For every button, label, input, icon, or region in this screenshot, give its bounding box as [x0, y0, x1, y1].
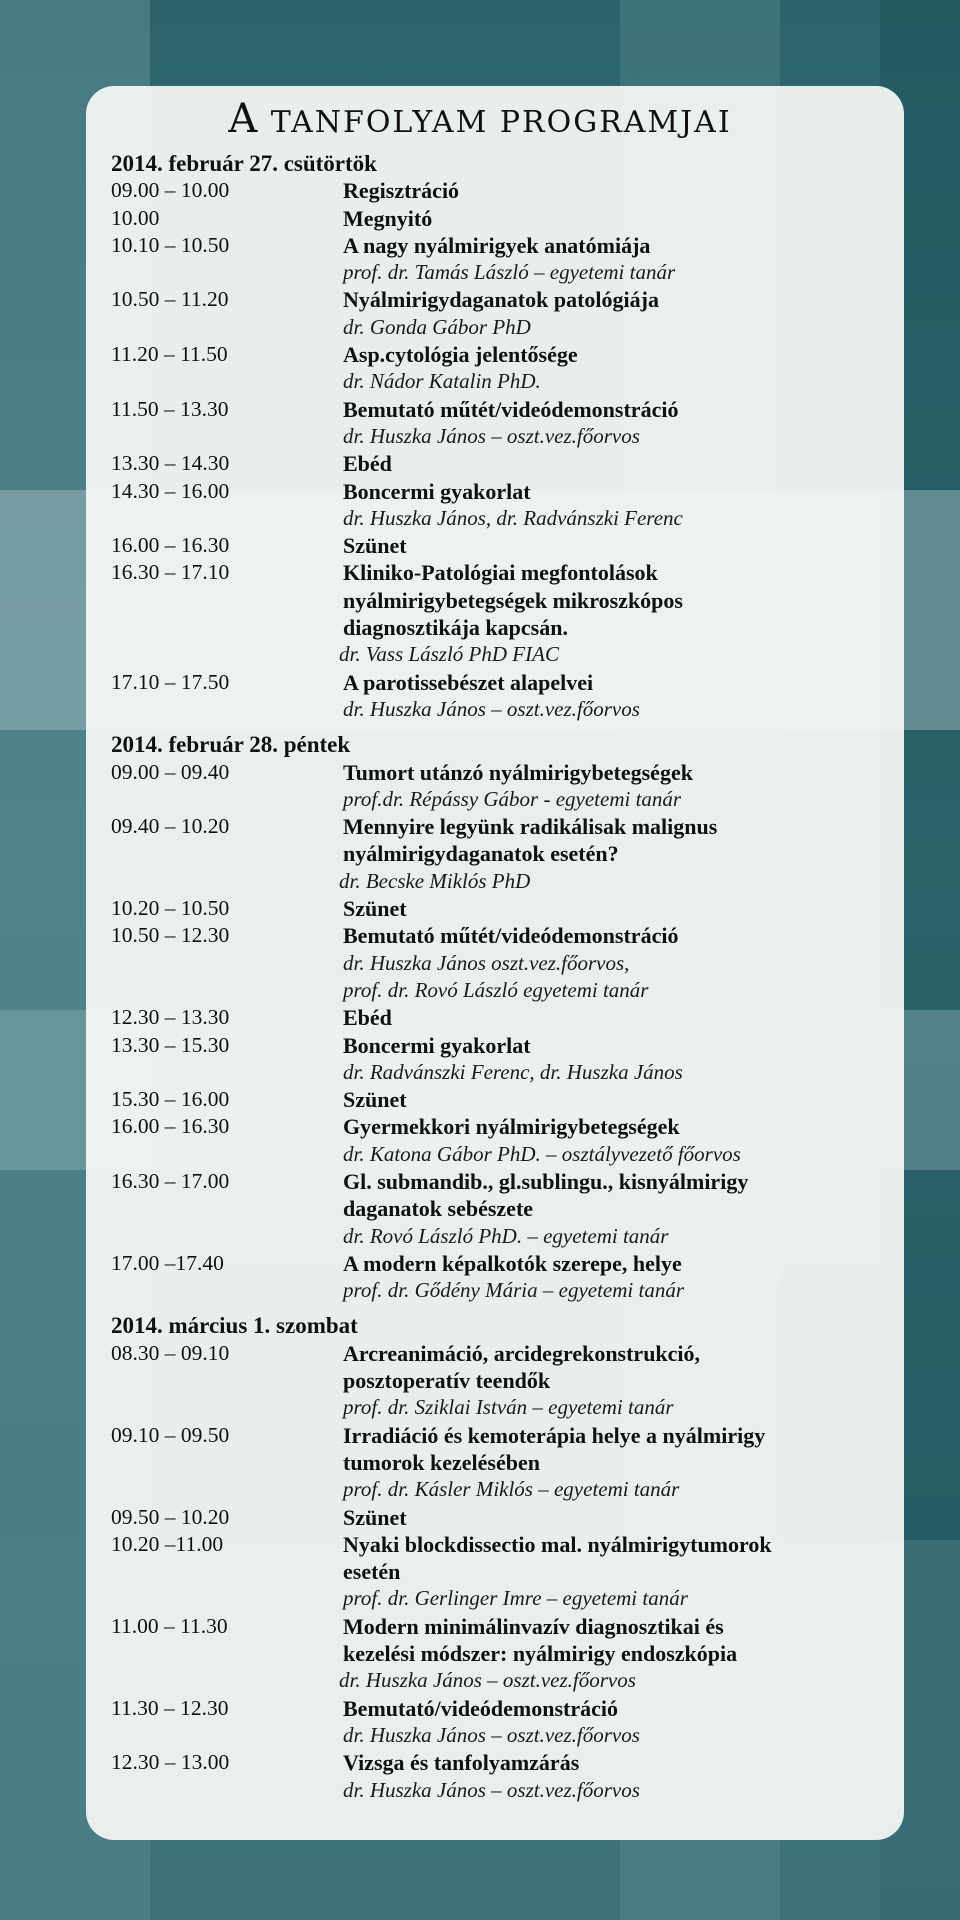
session-title: Boncermi gyakorlat	[343, 478, 531, 504]
speaker: dr. Nádor Katalin PhD.	[343, 369, 541, 394]
speaker: dr. Vass László PhD FIAC	[339, 642, 559, 667]
schedule-item	[111, 1613, 901, 1695]
time-slot: 13.30 – 14.30	[111, 451, 230, 476]
session-title: Ebéd	[343, 451, 392, 477]
session-title: nyálmirigydaganatok esetén?	[343, 841, 619, 867]
time-slot: 16.00 – 16.30	[111, 533, 230, 558]
schedule-item	[111, 813, 901, 895]
session-details	[343, 1749, 901, 1804]
day-heading: 2014. február 28. péntek	[111, 732, 351, 758]
time-slot: 15.30 – 16.00	[111, 1087, 230, 1112]
speaker: dr. Gonda Gábor PhD	[343, 314, 531, 339]
session-title: kezelési módszer: nyálmirigy endoszkópia	[343, 1641, 738, 1667]
speaker: dr. Katona Gábor PhD. – osztályvezető főorvos	[343, 1141, 741, 1166]
schedule-item	[111, 478, 901, 533]
session-title: esetén	[343, 1559, 401, 1585]
speaker: prof. dr. Kásler Miklós – egyetemi tanár	[343, 1477, 680, 1502]
speaker: dr. Radvánszki Ferenc, dr. Huszka János	[343, 1059, 683, 1084]
day-heading: 2014. február 27. csütörtök	[111, 151, 377, 176]
session-title: Nyaki blockdissectio mal. nyálmirigytumorok	[343, 1531, 772, 1557]
speaker: dr. Huszka János – oszt.vez.főorvos	[343, 1777, 640, 1802]
session-title: nyálmirigybetegségek mikroszkópos	[343, 587, 683, 613]
schedule-item	[111, 559, 901, 668]
schedule-item	[111, 205, 901, 232]
schedule-item	[111, 532, 901, 559]
session-details	[339, 1613, 901, 1695]
schedule-item	[111, 396, 901, 451]
time-slot: 10.20 –11.00	[111, 1531, 224, 1556]
session-title: Bemutató/videódemonstráció	[343, 1695, 618, 1721]
schedule-item	[111, 450, 901, 477]
session-title: posztoperatív teendők	[343, 1368, 551, 1394]
session-details	[343, 450, 901, 477]
time-slot: 17.00 –17.40	[111, 1250, 224, 1275]
session-title: Tumort utánzó nyálmirigybetegségek	[343, 759, 693, 785]
session-title: daganatok sebészete	[343, 1196, 534, 1222]
session-details	[343, 1004, 901, 1031]
session-title: Bemutató műtét/videódemonstráció	[343, 923, 679, 949]
time-slot: 09.00 – 09.40	[111, 759, 230, 784]
schedule-item	[111, 1086, 901, 1113]
session-title: tumorok kezelésében	[343, 1449, 540, 1475]
schedule-item	[111, 1504, 901, 1531]
time-slot: 10.10 – 10.50	[111, 232, 230, 257]
session-title: Gyermekkori nyálmirigybetegségek	[343, 1114, 680, 1140]
speaker: prof. dr. Gerlinger Imre – egyetemi tanár	[343, 1586, 688, 1611]
speaker: dr. Huszka János – oszt.vez.főorvos	[343, 696, 640, 721]
session-title: Ebéd	[343, 1005, 392, 1031]
time-slot: 14.30 – 16.00	[111, 478, 230, 503]
schedule-item	[111, 1422, 901, 1504]
session-details	[343, 532, 901, 559]
schedule-item	[111, 1113, 901, 1168]
schedule-item	[111, 895, 901, 922]
session-details	[343, 1086, 901, 1113]
session-title: Gl. submandib., gl.sublingu., kisnyálmirigy	[343, 1168, 749, 1194]
session-title: Szünet	[343, 1087, 407, 1113]
schedule-item	[111, 1032, 901, 1087]
time-slot: 12.30 – 13.00	[111, 1750, 230, 1775]
time-slot: 09.10 – 09.50	[111, 1422, 230, 1447]
session-details	[343, 341, 901, 396]
schedule-item	[111, 669, 901, 724]
program-schedule	[111, 150, 901, 1804]
time-slot: 09.40 – 10.20	[111, 814, 230, 839]
session-title: Bemutató műtét/videódemonstráció	[343, 396, 679, 422]
time-slot: 11.30 – 12.30	[111, 1695, 229, 1720]
speaker: dr. Rovó László PhD. – egyetemi tanár	[343, 1223, 669, 1248]
session-title: Irradiáció és kemoterápia helye a nyálmirigy	[343, 1422, 766, 1448]
session-details	[343, 1340, 901, 1422]
speaker: dr. Huszka János – oszt.vez.főorvos	[343, 1722, 640, 1747]
session-details	[343, 396, 901, 451]
time-slot: 10.50 – 11.20	[111, 287, 229, 312]
schedule-item	[111, 177, 901, 204]
session-details	[343, 478, 901, 533]
page-title	[0, 96, 960, 142]
day-heading: 2014. március 1. szombat	[111, 1313, 358, 1339]
schedule-item	[111, 759, 901, 814]
time-slot: 09.00 – 10.00	[111, 178, 230, 203]
time-slot: 11.20 – 11.50	[111, 342, 228, 367]
session-details	[343, 895, 901, 922]
schedule-item	[111, 232, 901, 287]
session-details	[343, 1504, 901, 1531]
session-title: Vizsga és tanfolyamzárás	[343, 1750, 580, 1776]
title-rest: TANFOLYAM PROGRAMJAI	[259, 105, 732, 140]
time-slot: 16.30 – 17.10	[111, 560, 230, 585]
speaker: dr. Huszka János – oszt.vez.főorvos	[339, 1668, 636, 1693]
session-title: Regisztráció	[343, 178, 460, 204]
schedule-item	[111, 1004, 901, 1031]
session-details	[343, 232, 901, 287]
session-details	[343, 759, 901, 814]
time-slot: 08.30 – 09.10	[111, 1340, 230, 1365]
speaker: dr. Huszka János oszt.vez.főorvos,	[343, 950, 630, 975]
time-slot: 12.30 – 13.30	[111, 1005, 230, 1030]
session-title: Arcreanimáció, arcidegrekonstrukció,	[343, 1340, 701, 1366]
session-details	[343, 922, 901, 1004]
speaker: prof. dr. Rovó László egyetemi tanár	[343, 977, 649, 1002]
session-title: diagnosztikája kapcsán.	[343, 615, 568, 641]
time-slot: 10.00	[111, 205, 160, 230]
schedule-item	[111, 922, 901, 1004]
time-slot: 10.20 – 10.50	[111, 896, 230, 921]
session-title: Mennyire legyünk radikálisak malignus	[343, 814, 718, 840]
schedule-item	[111, 1250, 901, 1305]
time-slot: 11.00 – 11.30	[111, 1613, 228, 1638]
session-details	[343, 1531, 901, 1613]
schedule-item	[111, 1168, 901, 1250]
session-details	[343, 1422, 901, 1504]
schedule-item	[111, 1695, 901, 1750]
day-section	[111, 1312, 901, 1803]
schedule-item	[111, 1749, 901, 1804]
session-title: Boncermi gyakorlat	[343, 1032, 531, 1058]
speaker: dr. Huszka János, dr. Radvánszki Ferenc	[343, 505, 683, 530]
session-title: Szünet	[343, 1504, 407, 1530]
session-details	[343, 1168, 901, 1250]
session-title: Megnyitó	[343, 205, 433, 231]
speaker: dr. Huszka János – oszt.vez.főorvos	[343, 423, 640, 448]
speaker: prof. dr. Sziklai István – egyetemi tanár	[343, 1395, 674, 1420]
session-details	[343, 1250, 901, 1305]
time-slot: 09.50 – 10.20	[111, 1504, 230, 1529]
time-slot: 16.00 – 16.30	[111, 1114, 230, 1139]
time-slot: 10.50 – 12.30	[111, 923, 230, 948]
session-details	[343, 669, 901, 724]
session-details	[343, 1113, 901, 1168]
time-slot: 13.30 – 15.30	[111, 1032, 230, 1057]
time-slot: 17.10 – 17.50	[111, 669, 230, 694]
day-section	[111, 731, 901, 1312]
session-details	[343, 1032, 901, 1087]
schedule-item	[111, 286, 901, 341]
session-details	[339, 559, 901, 668]
schedule-item	[111, 1340, 901, 1422]
session-title: Kliniko-Patológiai megfontolások	[343, 560, 658, 586]
time-slot: 16.30 – 17.00	[111, 1168, 230, 1193]
session-title: Asp.cytológia jelentősége	[343, 342, 578, 368]
session-title: Szünet	[343, 896, 407, 922]
session-title: Nyálmirigydaganatok patológiája	[343, 287, 659, 313]
schedule-item	[111, 1531, 901, 1613]
schedule-item	[111, 341, 901, 396]
speaker: prof. dr. Gődény Mária – egyetemi tanár	[343, 1278, 685, 1303]
speaker: prof. dr. Tamás László – egyetemi tanár	[343, 260, 676, 285]
session-details	[343, 177, 901, 204]
session-title: Modern minimálinvazív diagnosztikai és	[343, 1613, 724, 1639]
title-initial: A	[228, 96, 260, 142]
session-title: A nagy nyálmirigyek anatómiája	[343, 232, 651, 258]
session-details	[343, 205, 901, 232]
session-title: A parotissebészet alapelvei	[343, 669, 594, 695]
session-details	[343, 1695, 901, 1750]
session-title: A modern képalkotók szerepe, helye	[343, 1250, 682, 1276]
session-title: Szünet	[343, 533, 407, 559]
session-details	[343, 286, 901, 341]
time-slot: 11.50 – 13.30	[111, 396, 229, 421]
day-section	[111, 150, 901, 731]
session-details	[339, 813, 901, 895]
speaker: dr. Becske Miklós PhD	[339, 868, 531, 893]
speaker: prof.dr. Répássy Gábor - egyetemi tanár	[343, 786, 682, 811]
